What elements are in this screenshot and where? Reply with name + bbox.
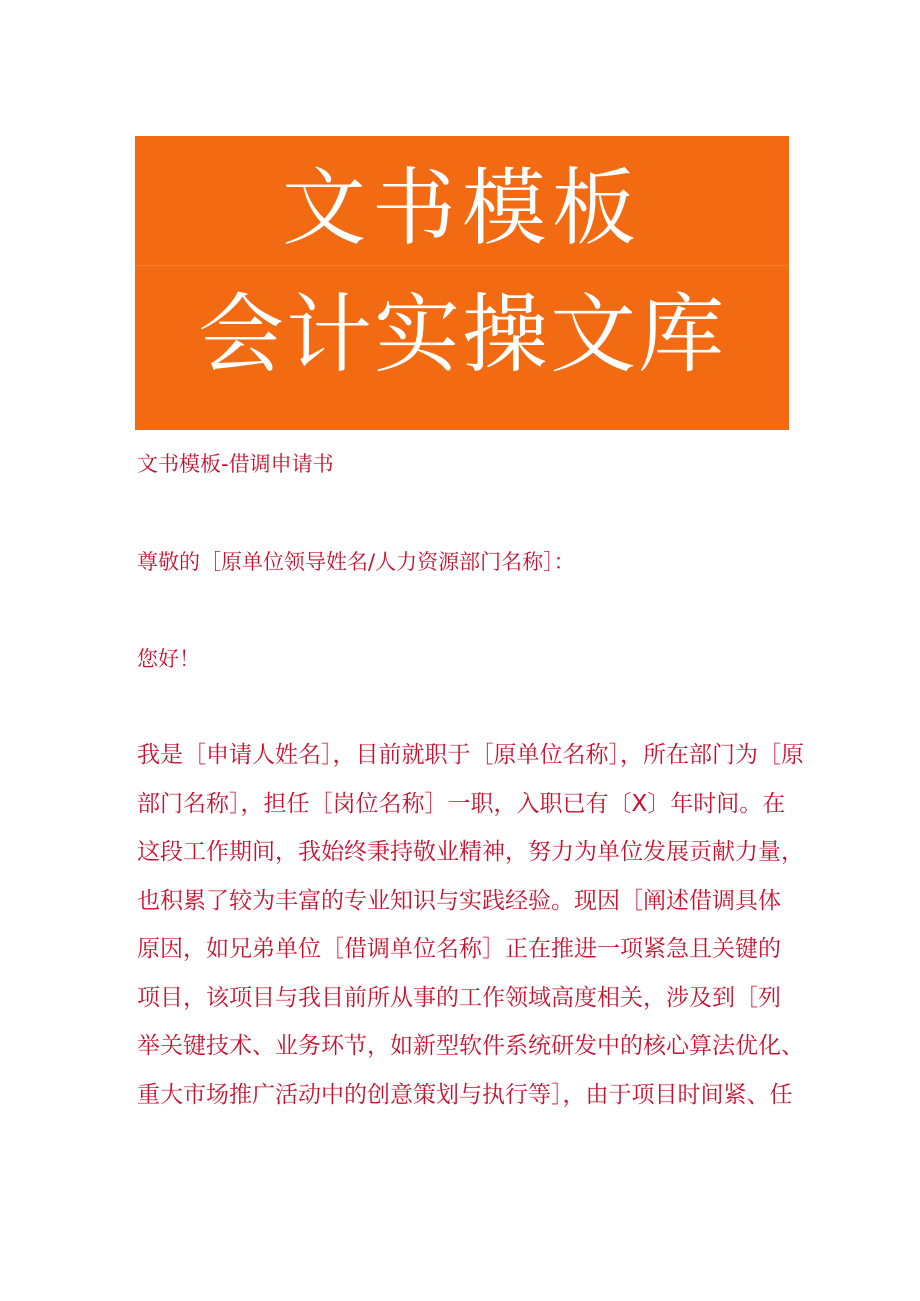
banner-title: 文书模板 (281, 159, 642, 257)
banner-divider (135, 265, 789, 266)
cover-banner (135, 136, 789, 430)
salutation: 尊敬的［原单位领导姓名/人力资源部门名称］： (137, 550, 575, 574)
document-title: 文书模板-借调申请书 (137, 452, 334, 476)
banner-subtitle: 会计实操文库 (198, 285, 726, 385)
body-line: 原因，如兄弟单位［借调单位名称］正在推进一项紧急且关键的 (137, 936, 781, 962)
body-line: 项目，该项目与我目前所从事的工作领域高度相关，涉及到［列 (137, 984, 781, 1011)
body-line: 重大市场推广活动中的创意策划与执行等］，由于项目时间紧、任 (137, 1081, 793, 1108)
greeting: 您好！ (137, 647, 200, 671)
body-line: 我是［申请人姓名］，目前就职于［原单位名称］，所在部门为［原 (137, 742, 804, 768)
body-line: 举关键技术、业务环节，如新型软件系统研发中的核心算法优化、 (137, 1033, 804, 1059)
body-line: 这段工作期间，我始终秉持敬业精神，努力为单位发展贡献力量， (137, 839, 804, 865)
body-line: 部门名称］，担任［岗位名称］一职，入职已有〔X〕年时间。在 (137, 790, 786, 817)
body-paragraph (137, 738, 804, 1126)
body-line: 也积累了较为丰富的专业知识与实践经验。现因［阐述借调具体 (137, 887, 781, 914)
